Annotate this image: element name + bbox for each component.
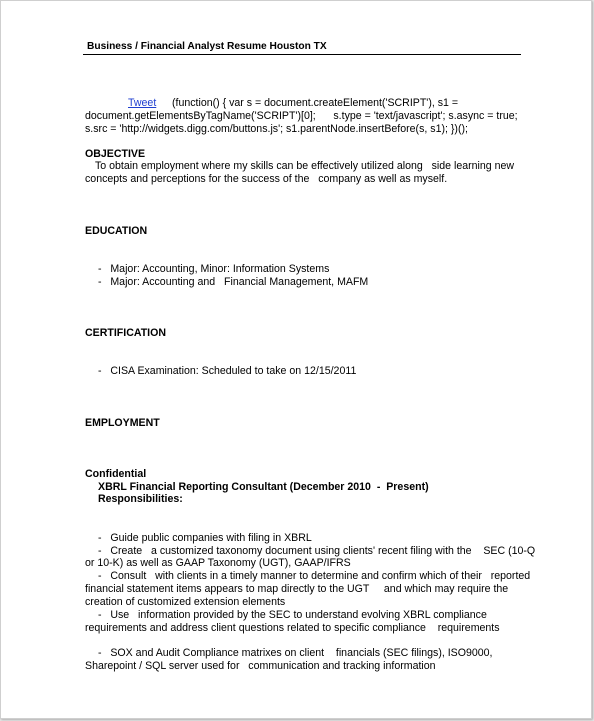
employment-heading: EMPLOYMENT (85, 417, 160, 429)
certification-item: - CISA Examination: Scheduled to take on 12/15/2011 (98, 365, 357, 377)
responsibility-line: - Use information provided by the SEC to understand evolving XBRL compliance (98, 609, 487, 621)
tweet-link[interactable]: Tweet (128, 97, 157, 109)
certification-heading: CERTIFICATION (85, 327, 167, 339)
objective-line-1: To obtain employment where my skills can be effectively utilized along side learning new (95, 160, 515, 172)
education-heading: EDUCATION (85, 225, 148, 237)
script-text-line-2: document.getElementsByTagName('SCRIPT')[0]; s.type = 'text/javascript'; s.async = true; (85, 110, 518, 122)
objective-heading: OBJECTIVE (85, 148, 146, 160)
header-rule (83, 54, 521, 55)
job-position: XBRL Financial Reporting Consultant (December 2010 - Present) (98, 481, 429, 493)
responsibility-line: or 10-K) as well as GAAP Taxonomy (UGT), GAAP/IFRS (85, 557, 351, 569)
responsibility-line: Sharepoint / SQL server used for communication and tracking information (85, 660, 436, 672)
document-header-title: Business / Financial Analyst Resume Houston TX (87, 41, 327, 52)
responsibility-line: requirements and address client questions related to specific compliance requirements (85, 622, 500, 634)
education-item: - Major: Accounting, Minor: Information Systems (98, 263, 330, 275)
responsibility-line: - SOX and Audit Compliance matrixes on client financials (SEC filings), ISO9000, (98, 647, 493, 659)
objective-line-2: concepts and perceptions for the success of the company as well as myself. (85, 173, 448, 185)
script-text-line-3: s.src = 'http://widgets.digg.com/buttons.js'; s1.parentNode.insertBefore(s, s1); })(); (85, 123, 468, 135)
responsibility-line: - Consult with clients in a timely manner to determine and confirm which of their reported (98, 570, 531, 582)
script-text-line-1: (function() { var s = document.createElement('SCRIPT'), s1 = (172, 97, 459, 109)
education-item: - Major: Accounting and Financial Management, MAFM (98, 276, 369, 288)
responsibility-line: - Guide public companies with filing in XBRL (98, 532, 312, 544)
responsibility-line: - Create a customized taxonomy document using clients' recent filing with the SEC (10-Q (98, 545, 536, 557)
responsibility-line: financial statement items appears to map directly to the UGT and which may require the (85, 583, 509, 595)
employer-name: Confidential (85, 468, 147, 480)
responsibilities-label: Responsibilities: (98, 493, 183, 505)
responsibility-line: creation of customized extension elements (85, 596, 286, 608)
